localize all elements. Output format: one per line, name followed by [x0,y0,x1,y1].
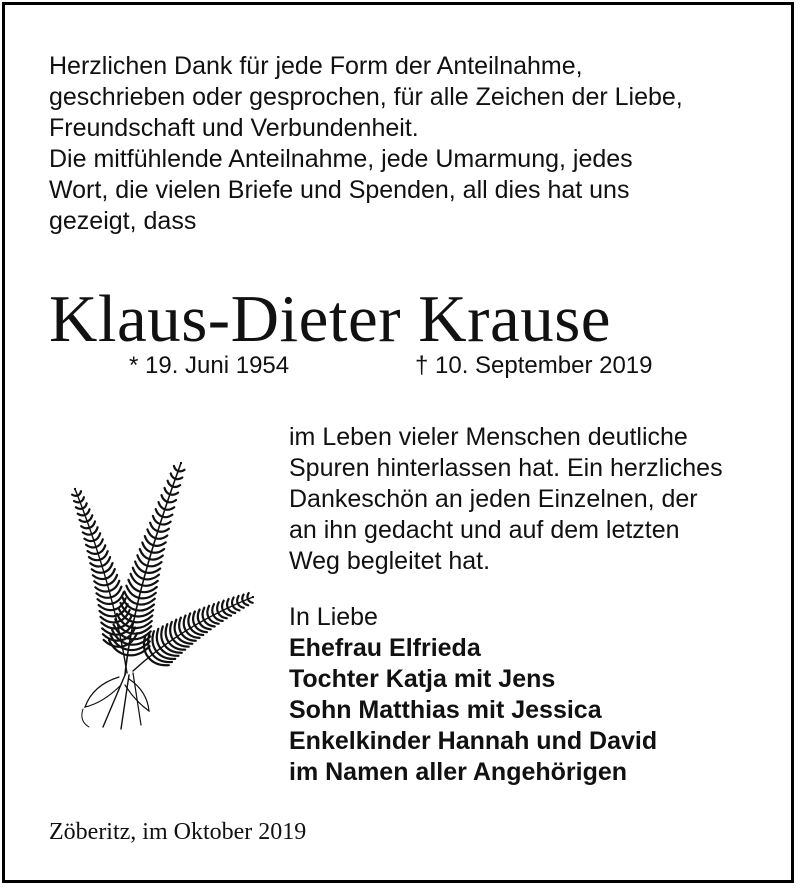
fern-leaflet [156,536,168,539]
family-member: Ehefrau Elfrieda [289,634,481,662]
obituary-notice [2,2,794,883]
fern-leaflet [166,624,169,642]
fern-leaflet [232,598,234,606]
body-line: Weg begleitet hat. [289,547,491,575]
fern-leaflet [161,626,164,645]
body-line: Spuren hinterlassen hat. Ein herzliches [289,454,723,482]
family-list [289,633,657,788]
fern-leaflet [171,473,176,478]
fern-leaflet [133,568,144,579]
fern-leaflet [87,515,92,521]
fern-leaflet [179,618,181,634]
fern-leaflet [94,533,100,540]
fern-leaflet [74,501,80,502]
death-date: † 10. September 2019 [415,352,653,379]
family-member: im Namen aller Angehörigen [289,758,628,786]
fern-leaflet [237,596,238,604]
fern-leaflet [203,608,205,621]
intro-line: Herzlichen Dank für jede Form der Anteilnahme, [49,52,583,80]
fern-leaflet [92,527,98,534]
fern-leaflet [144,575,159,580]
fern-leaflet [157,629,161,648]
fern-leaflet [175,620,178,637]
body-text [289,422,723,577]
fern-icon [63,445,273,735]
fern-leaflet [207,606,209,618]
fern-leaflet [198,610,200,623]
fern-leaflet [90,563,102,566]
fern-leaflet [95,587,109,591]
fern-leaflet [89,557,100,560]
fern-leaflet [151,549,164,553]
fern-leaflet [170,622,173,639]
fern-leaflet [227,599,229,608]
fern-leaflet [238,603,244,607]
intro-text [49,51,769,237]
intro-line: Wort, die vielen Briefe und Spenden, all dies hat uns [49,176,630,204]
fern-leaflet [247,593,248,599]
intro-line: Freundschaft und Verbundenheit. [49,114,419,142]
body-line: an ihn gedacht und auf dem letzten [289,516,680,544]
body-line: im Leben vieler Menschen deutliche [289,423,688,451]
fern-leaflet [80,520,88,522]
fern-leaflet [83,532,92,534]
fern-leaflet [153,542,165,545]
fern-leaflet [97,593,111,598]
fern-leaflet [162,515,172,518]
family-member: Tochter Katja mit Jens [289,665,556,693]
fern-leaflet [160,522,171,525]
fern-leaflet [217,602,219,612]
fern-leaflet [162,495,168,502]
fern-leaflet [139,593,156,598]
fern-leaflet [101,623,118,629]
fern-leaflet [84,539,94,541]
fern-leaflet [94,581,107,585]
fern-leaflet [150,523,158,532]
fern-leaflet [152,631,156,651]
fern-leaflet [212,604,214,615]
fern-leaflet [156,509,163,517]
fern-leaflet [100,611,116,616]
deceased-name: Klaus-Dieter Krause [49,282,612,356]
birth-date: * 19. Juni 1954 [129,352,290,379]
body-line: Dankeschön an jeden Einzelnen, der [289,485,698,513]
fern-leaflet [153,516,160,524]
fern-leaflet [90,521,96,527]
fern-leaflet [188,613,190,628]
fern-leaflet [142,581,158,586]
fern-leaflet [86,545,96,548]
greeting: In Liebe [289,603,378,631]
intro-line: geschrieben oder gesprochen, für alle Zeichen der Liebe, [49,83,683,111]
fern-leaflet [146,569,161,573]
fern-leaflet [93,575,106,579]
fern-leaflet [81,526,89,528]
fern-leaflet [141,587,157,592]
signoff [289,602,657,788]
fern-leaflet [96,539,103,547]
fern-leaflet [165,488,170,494]
intro-line: Die mitfühlende Anteilnahme, jede Umarmung, jedes [49,145,633,173]
fern-leaflet [242,595,243,602]
intro-line: gezeigt, dass [49,207,197,235]
fern-leaflet [193,612,195,626]
fern-leaflet [98,599,113,604]
fern-leaflet [92,569,104,572]
fern-leaflet [233,606,240,611]
fern-leaflet [99,605,115,610]
fern-leaflet [147,562,161,566]
fern-leaflet [174,466,178,471]
fern-leaflet [158,529,169,532]
fern-leaflet [168,481,173,487]
place-date: Zöberitz, im Oktober 2019 [49,819,307,845]
family-member: Enkelkinder Hannah und David [289,727,658,755]
fern-leaflet [72,495,78,496]
family-member: Sohn Matthias mit Jessica [289,696,602,724]
fern-leaflet [184,616,186,631]
fern-leaflet [222,601,224,611]
fern-leaflet [149,556,162,560]
fern-leaflet [88,551,99,554]
fern-leaflet [159,502,165,509]
fern-leaflet [138,599,155,605]
